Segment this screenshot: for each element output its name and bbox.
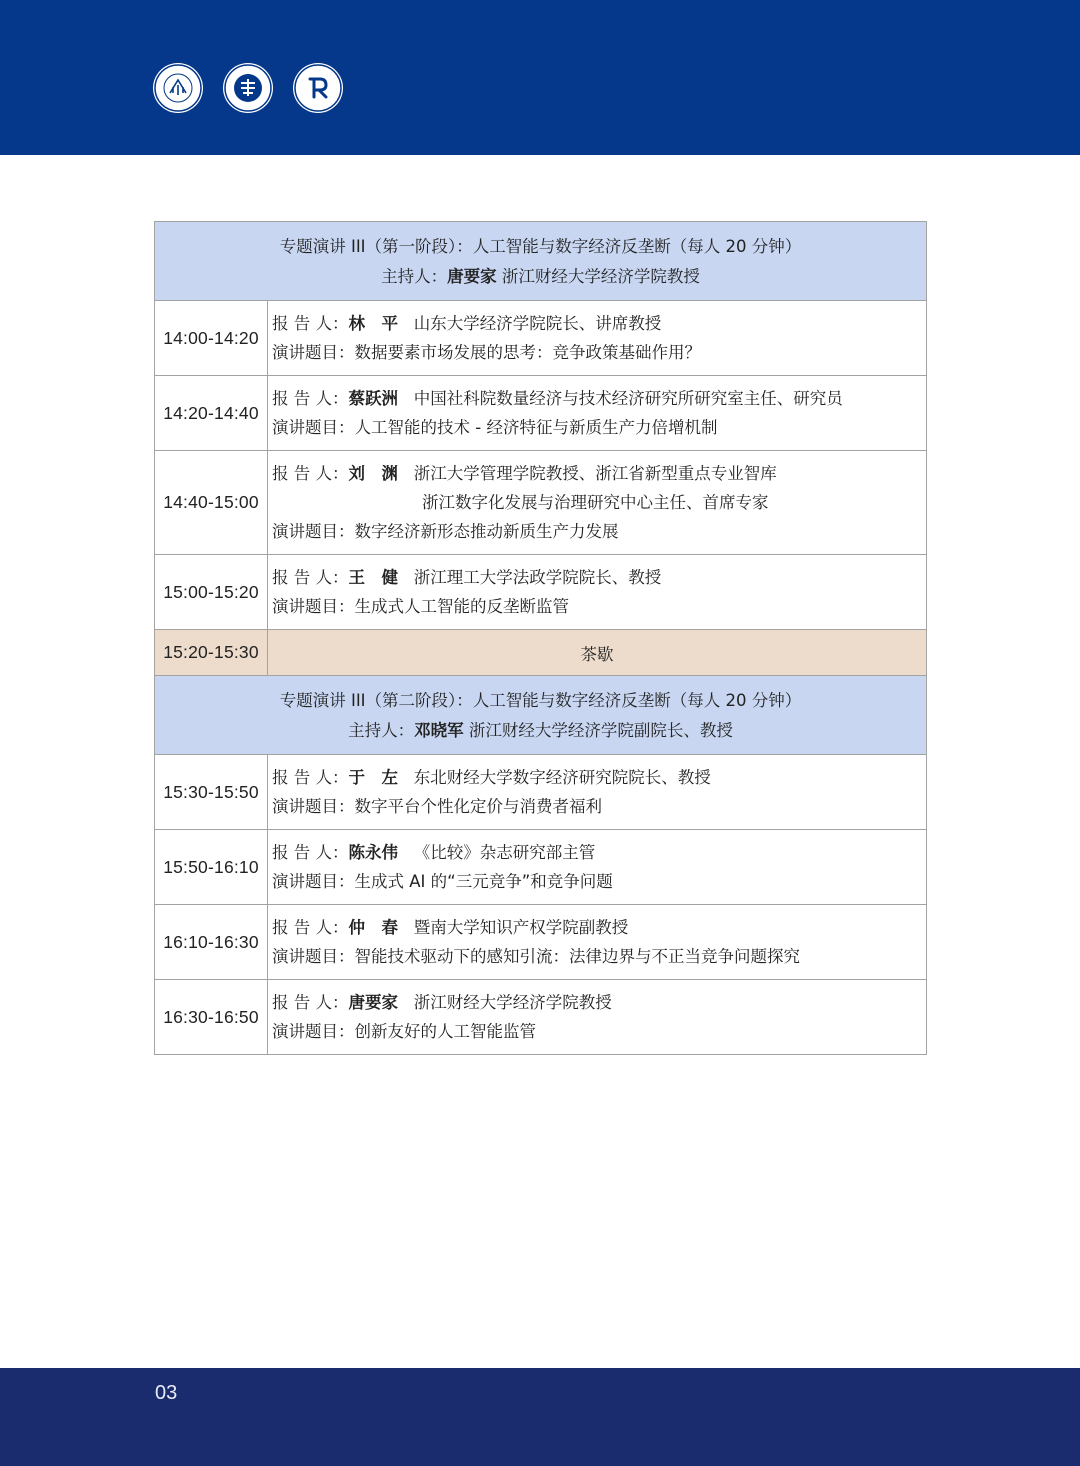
session-time: 14:40-15:00 bbox=[155, 451, 268, 555]
speaker-affiliation: 山东大学经济学院院长、讲席教授 bbox=[413, 314, 662, 333]
logo-group bbox=[153, 63, 343, 113]
topic-label: 演讲题目： bbox=[272, 597, 355, 616]
session-time: 16:30-16:50 bbox=[155, 980, 268, 1055]
talk-topic: 创新友好的人工智能监管 bbox=[354, 1022, 536, 1041]
session-row bbox=[155, 451, 927, 555]
break-label: 茶歇 bbox=[268, 630, 927, 676]
speaker-label: 报 告 人： bbox=[272, 568, 349, 587]
speaker-name: 陈永伟 bbox=[348, 843, 398, 862]
speaker-name: 唐要家 bbox=[348, 993, 398, 1012]
speaker-affiliation: 中国社科院数量经济与技术经济研究所研究室主任、研究员 bbox=[413, 389, 843, 408]
session-time: 15:50-16:10 bbox=[155, 830, 268, 905]
session-time: 14:00-14:20 bbox=[155, 301, 268, 376]
speaker-name: 刘 渊 bbox=[348, 464, 398, 483]
talk-topic: 数字平台个性化定价与消费者福利 bbox=[354, 797, 602, 816]
session-row bbox=[155, 376, 927, 451]
footer-bar bbox=[0, 1368, 1080, 1466]
speaker-label: 报 告 人： bbox=[272, 918, 349, 937]
header-bar bbox=[0, 0, 1080, 155]
session-row bbox=[155, 301, 927, 376]
talk-topic: 数字经济新形态推动新质生产力发展 bbox=[354, 522, 619, 541]
speaker-affiliation: 浙江大学管理学院教授、浙江省新型重点专业智库 bbox=[413, 464, 777, 483]
session-row bbox=[155, 555, 927, 630]
session-row bbox=[155, 905, 927, 980]
page-number: 03 bbox=[155, 1382, 178, 1404]
topic-label: 演讲题目： bbox=[272, 343, 355, 362]
session-row bbox=[155, 755, 927, 830]
speaker-affiliation-line2: 浙江数字化发展与治理研究中心主任、首席专家 bbox=[422, 493, 769, 512]
university-seal-logo bbox=[153, 63, 203, 113]
section-title: 专题演讲 III（第一阶段）：人工智能与数字经济反垄断（每人 20 分钟） bbox=[279, 236, 802, 256]
school-seal-logo bbox=[223, 63, 273, 113]
section-title: 专题演讲 III（第二阶段）：人工智能与数字经济反垄断（每人 20 分钟） bbox=[279, 690, 802, 710]
talk-topic: 生成式 AI 的“三元竞争”和竞争问题 bbox=[354, 872, 613, 891]
speaker-label: 报 告 人： bbox=[272, 768, 349, 787]
speaker-name: 仲 春 bbox=[348, 918, 398, 937]
talk-topic: 生成式人工智能的反垄断监管 bbox=[354, 597, 569, 616]
speaker-name: 于 左 bbox=[348, 768, 398, 787]
section-host: 主持人：邓晓军 浙江财经大学经济学院副院长、教授 bbox=[348, 720, 733, 740]
session-row bbox=[155, 980, 927, 1055]
topic-label: 演讲题目： bbox=[272, 947, 355, 966]
topic-label: 演讲题目： bbox=[272, 522, 355, 541]
speaker-label: 报 告 人： bbox=[272, 993, 349, 1012]
section-header bbox=[155, 222, 927, 301]
speaker-affiliation: 浙江财经大学经济学院教授 bbox=[413, 993, 612, 1012]
speaker-affiliation: 《比较》杂志研究部主管 bbox=[413, 843, 596, 862]
speaker-label: 报 告 人： bbox=[272, 314, 349, 333]
speaker-affiliation: 浙江理工大学法政学院院长、教授 bbox=[413, 568, 662, 587]
section-header bbox=[155, 676, 927, 755]
speaker-label: 报 告 人： bbox=[272, 389, 349, 408]
speaker-name: 王 健 bbox=[348, 568, 398, 587]
topic-label: 演讲题目： bbox=[272, 418, 355, 437]
speaker-label: 报 告 人： bbox=[272, 464, 349, 483]
speaker-affiliation: 暨南大学知识产权学院副教授 bbox=[413, 918, 629, 937]
talk-topic: 智能技术驱动下的感知引流：法律边界与不正当竞争问题探究 bbox=[354, 947, 800, 966]
session-time: 15:00-15:20 bbox=[155, 555, 268, 630]
research-center-logo bbox=[293, 63, 343, 113]
topic-label: 演讲题目： bbox=[272, 1022, 355, 1041]
speaker-name: 林 平 bbox=[348, 314, 398, 333]
speaker-name: 蔡跃洲 bbox=[348, 389, 398, 408]
tea-break-row bbox=[155, 630, 927, 676]
session-time: 16:10-16:30 bbox=[155, 905, 268, 980]
agenda-table bbox=[154, 221, 927, 1055]
session-row bbox=[155, 830, 927, 905]
talk-topic: 人工智能的技术 - 经济特征与新质生产力倍增机制 bbox=[354, 418, 718, 437]
topic-label: 演讲题目： bbox=[272, 872, 355, 891]
speaker-affiliation: 东北财经大学数字经济研究院院长、教授 bbox=[413, 768, 711, 787]
break-time: 15:20-15:30 bbox=[155, 630, 268, 676]
topic-label: 演讲题目： bbox=[272, 797, 355, 816]
session-time: 15:30-15:50 bbox=[155, 755, 268, 830]
section-host: 主持人：唐要家 浙江财经大学经济学院教授 bbox=[381, 266, 700, 286]
session-time: 14:20-14:40 bbox=[155, 376, 268, 451]
speaker-label: 报 告 人： bbox=[272, 843, 349, 862]
talk-topic: 数据要素市场发展的思考：竞争政策基础作用？ bbox=[354, 343, 701, 362]
